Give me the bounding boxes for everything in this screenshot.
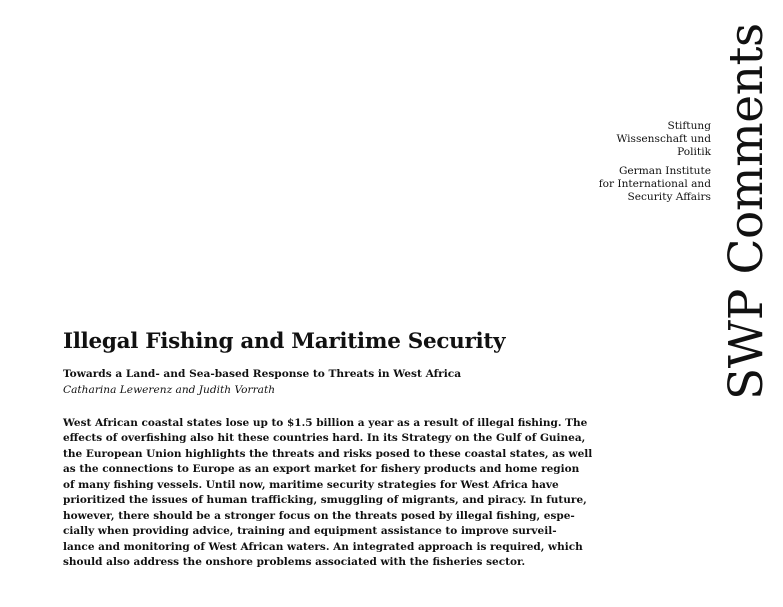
publisher-line: German Institute <box>618 165 711 177</box>
publisher-block <box>491 120 711 204</box>
abstract-line: the European Union highlights the threats and risks posed to these coastal states, as well <box>63 447 593 460</box>
abstract-line: prioritized the issues of human trafficking, smuggling of migrants, and piracy. In future, <box>63 494 587 507</box>
abstract-line: cially when providing advice, training and equipment assistance to improve surveil- <box>63 525 557 538</box>
abstract-line: of many fishing vessels. Until now, maritime security strategies for West Africa have <box>63 478 559 491</box>
publisher-line: Politik <box>677 146 711 158</box>
abstract-line: lance and monitoring of West African waters. An integrated approach is required, which <box>63 540 583 553</box>
publisher-line: Stiftung <box>667 120 711 132</box>
publisher-name-german <box>491 120 711 159</box>
subtitle: Towards a Land- and Sea-based Response to Threats in West Africa <box>63 368 462 380</box>
publisher-line: for International and <box>598 178 711 190</box>
abstract-line: should also address the onshore problems associated with the fisheries sector. <box>63 556 526 569</box>
abstract-line: however, there should be a stronger focus on the threats posed by illegal fishing, espe- <box>63 509 575 522</box>
abstract <box>63 416 593 571</box>
page-title: Illegal Fishing and Maritime Security <box>63 329 506 354</box>
series-title-text: SWP Comments <box>719 23 774 400</box>
authors: Catharina Lewerenz and Judith Vorrath <box>63 384 276 396</box>
series-title <box>717 8 777 400</box>
publisher-line: Security Affairs <box>627 191 711 203</box>
abstract-line: West African coastal states lose up to $1.5 billion a year as a result of illegal fishing. The <box>63 417 588 429</box>
abstract-line: as the connections to Europe as an export market for fishery products and home region <box>63 463 580 476</box>
publisher-name-english <box>491 165 711 204</box>
abstract-line: effects of overfishing also hit these countries hard. In its Strategy on the Gulf of Guinea, <box>63 432 586 445</box>
publisher-line: Wissenschaft und <box>616 133 711 145</box>
